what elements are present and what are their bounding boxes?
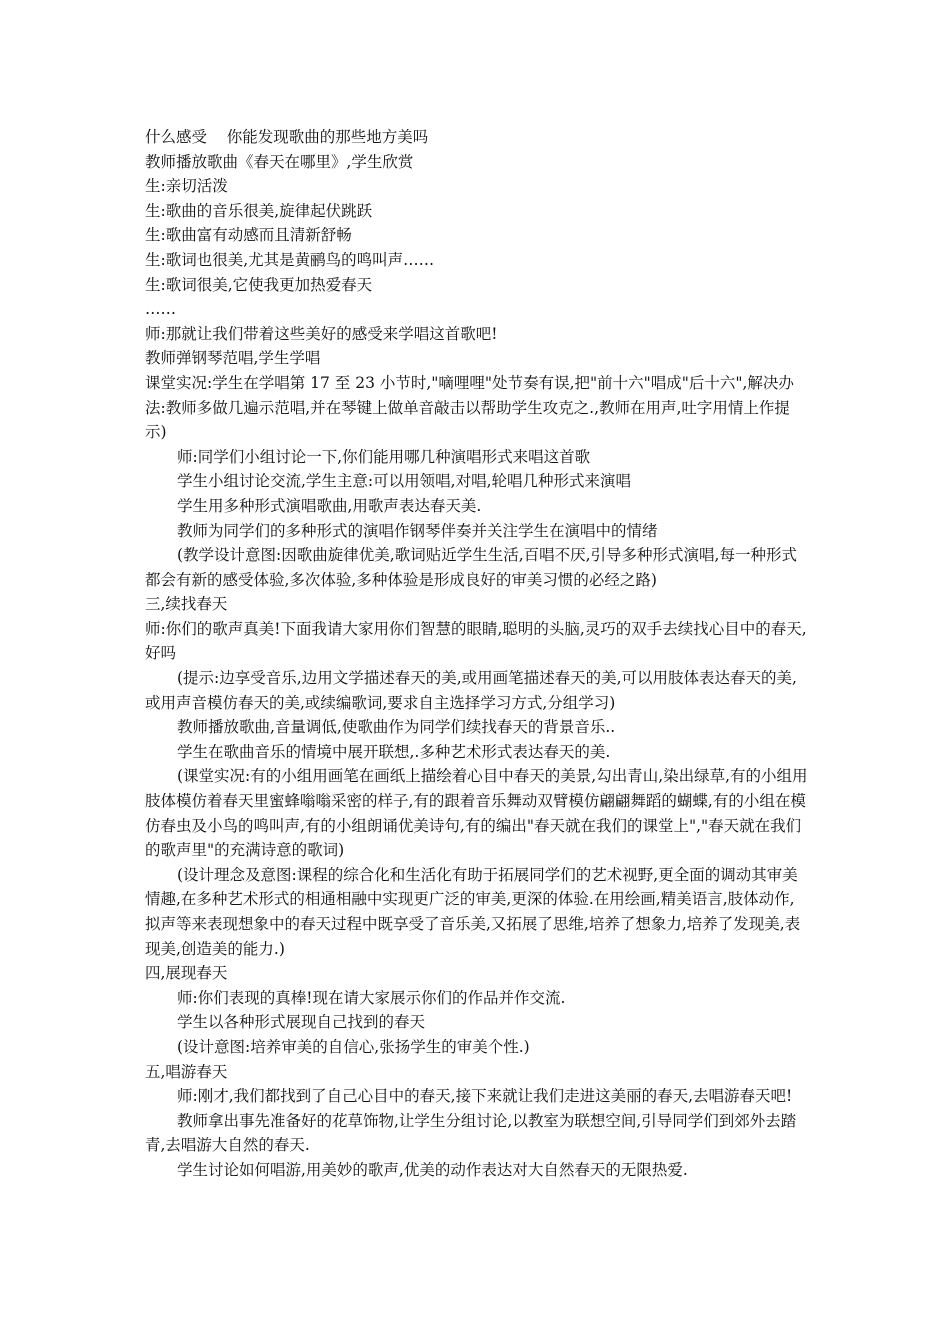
paragraph: 师:那就让我们带着这些美好的感受来学唱这首歌吧!: [145, 324, 498, 343]
document-body: [145, 125, 810, 1183]
paragraph: (设计意图:培养审美的自信心,张扬学生的审美个性.): [177, 1037, 530, 1056]
paragraph: 师:同学们小组讨论一下,你们能用哪几种演唱形式来唱这首歌: [177, 447, 591, 466]
paragraph: 学生以各种形式展现自己找到的春天: [177, 1013, 426, 1032]
paragraph: 什么感受 你能发现歌曲的那些地方美吗: [145, 128, 429, 146]
paragraph: 教师弹钢琴范唱,学生学唱: [145, 349, 321, 368]
paragraph: 师:你们的歌声真美!下面我请大家用你们智慧的眼睛,聪明的头脑,灵巧的双手去续找心目中的春天,好吗: [145, 619, 807, 663]
paragraph: 课堂实况:学生在学唱第 17 至 23 小节时,"嘀哩哩"处节奏有误,把"前十六"唱成"后十六",解决办法:教师多做几遍示范唱,并在琴键上做单音敲击以帮助学生攻克之.,教师在用声,吐字用情上作提示): [145, 373, 794, 442]
paragraph: 生:歌曲的音乐很美,旋律起伏跳跃: [145, 201, 373, 220]
paragraph: ……: [145, 300, 176, 319]
paragraph: 师:你们表现的真棒!现在请大家展示你们的作品并作交流.: [177, 988, 566, 1007]
paragraph: 生:歌词也很美,尤其是黄鹂鸟的鸣叫声……: [145, 250, 435, 269]
section-heading: 三,续找春天: [145, 595, 228, 614]
section-heading: 五,唱游春天: [145, 1062, 228, 1081]
paragraph: 教师拿出事先准备好的花草饰物,让学生分组讨论,以教室为联想空间,引导同学们到郊外去踏青,去唱游大自然的春天.: [145, 1111, 797, 1155]
paragraph: 教师播放歌曲《春天在哪里》,学生欣赏: [145, 152, 414, 171]
paragraph: 学生在歌曲音乐的情境中展开联想,.多种艺术形式表达春天的美.: [177, 742, 611, 761]
paragraph: (教学设计意图:因歌曲旋律优美,歌词贴近学生生活,百唱不厌,引导多种形式演唱,每一种形式都会有新的感受体验,多次体验,多种体验是形成良好的审美习惯的必经之路): [145, 546, 797, 589]
section-heading: 四,展现春天: [145, 964, 228, 983]
paragraph: 师:刚才,我们都找到了自己心目中的春天,接下来就让我们走进这美丽的春天,去唱游春天吧!: [177, 1087, 793, 1106]
paragraph: 生:歌曲富有动感而且清新舒畅: [145, 226, 352, 245]
paragraph: 教师播放歌曲,音量调低,使歌曲作为同学们续找春天的背景音乐..: [177, 718, 616, 737]
paragraph: 生:歌词很美,它使我更加热爱春天: [145, 275, 373, 294]
paragraph: (课堂实况:有的小组用画笔在画纸上描绘着心目中春天的美景,勾出青山,染出绿草,有的小组用肢体模仿着春天里蜜蜂嗡嗡采密的样子,有的跟着音乐舞动双臂模仿翩翩舞蹈的蝴蝶,有的小组在模仿春虫及小鸟的鸣叫声,有的小组朗诵优美诗句,有的编出"春天就在我们的课堂上","春天就在我们的歌声里"的充满诗意的歌词): [145, 767, 808, 860]
paragraph: (设计理念及意图:课程的综合化和生活化有助于拓展同学们的艺术视野,更全面的调动其审美情趣,在多种艺术形式的相通相融中实现更广泛的审美,更深的体验.在用绘画,精美语言,肢体动作,拟声等来表现想象中的春天过程中既享受了音乐美,又拓展了思维,培养了想象力,培养了发现美,表现美,创造美的能力.): [145, 865, 801, 958]
paragraph: 教师为同学们的多种形式的演唱作钢琴伴奏并关注学生在演唱中的情绪: [177, 521, 658, 540]
paragraph: 学生用多种形式演唱歌曲,用歌声表达春天美.: [177, 496, 482, 515]
paragraph: 学生小组讨论交流,学生主意:可以用领唱,对唱,轮唱几种形式来演唱: [177, 472, 632, 491]
paragraph: 学生讨论如何唱游,用美妙的歌声,优美的动作表达对大自然春天的无限热爱.: [177, 1160, 688, 1179]
paragraph: (提示:边享受音乐,边用文学描述春天的美,或用画笔描述春天的美,可以用肢体表达春天的美,或用声音模仿春天的美,或续编歌词,要求自主选择学习方式,分组学习): [145, 669, 797, 712]
paragraph: 生:亲切活泼: [145, 177, 228, 196]
